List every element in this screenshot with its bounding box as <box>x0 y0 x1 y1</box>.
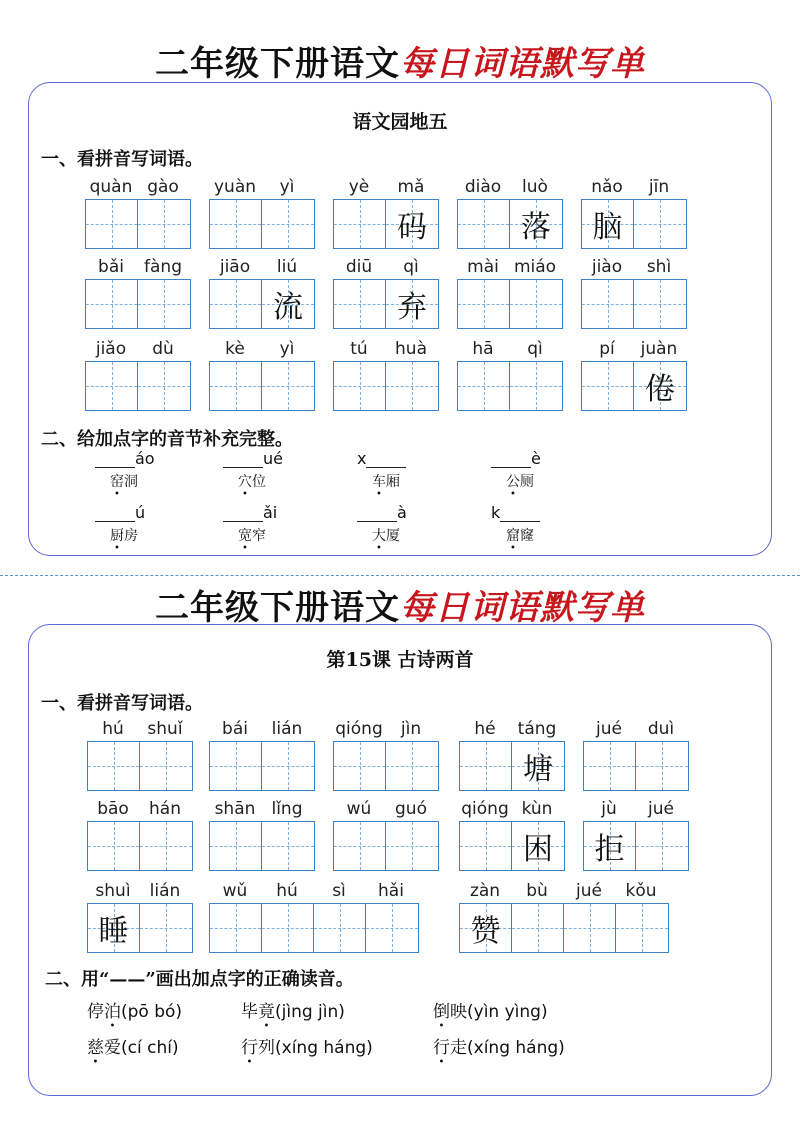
pinyin-syllable: fàng <box>144 257 182 277</box>
pinyin-row <box>333 339 437 361</box>
pinyin-syllable: nǎo <box>591 177 623 197</box>
pinyin-syllable: jīn <box>648 177 670 197</box>
tianzige-cell[interactable] <box>634 200 686 248</box>
cell-character: 落 <box>521 210 551 245</box>
tianzige-box-row <box>209 279 315 329</box>
cell-character: 困 <box>523 832 553 867</box>
pinyin-syllable: lián <box>149 881 181 901</box>
dotted-character: 宽 <box>238 528 252 544</box>
syllable-blank[interactable] <box>351 503 421 523</box>
tianzige-cell[interactable] <box>512 822 564 870</box>
pinyin-syllable: luò <box>522 177 548 197</box>
pinyin-syllable: yuàn <box>213 177 257 197</box>
cell-character: 流 <box>273 290 303 325</box>
tianzige-cell[interactable] <box>634 362 686 410</box>
pinyin-syllable: mài <box>467 257 499 277</box>
dotted-word <box>89 471 159 491</box>
pinyin-syllable: tú <box>350 339 368 359</box>
tianzige-box-row <box>209 821 315 871</box>
pinyin-syllable: miáo <box>513 257 557 277</box>
word-character: 厕 <box>520 474 534 490</box>
word-character: 洞 <box>124 474 138 490</box>
fill-item <box>217 503 287 545</box>
tianzige-box-row <box>87 741 193 791</box>
sheet1-subtitle: 语文园地五 <box>352 111 448 133</box>
tianzige-cell[interactable] <box>262 904 314 952</box>
pinyin-choices[interactable]: (xíng háng) <box>467 1038 565 1058</box>
pinyin-syllable: lián <box>271 719 303 739</box>
tianzige-cell[interactable] <box>564 904 616 952</box>
pinyin-syllable: duì <box>647 719 675 739</box>
tianzige-box-row <box>209 903 419 953</box>
tianzige-box-row <box>209 741 315 791</box>
pinyin-syllable: hā <box>472 339 494 359</box>
pinyin-choices[interactable]: (jìng jìn) <box>275 1002 345 1022</box>
tianzige-cell[interactable] <box>210 200 262 248</box>
syllable-blank[interactable] <box>485 449 555 469</box>
reading-item <box>433 997 548 1022</box>
word-character: 房 <box>124 528 138 544</box>
pinyin-row <box>581 257 685 279</box>
syllable-blank[interactable] <box>351 449 421 469</box>
syllable-given-final: ú <box>135 503 146 522</box>
tianzige-cell[interactable] <box>512 742 564 790</box>
sheet2-title-red: 每日词语默写单 <box>400 588 645 628</box>
dotted-character: 窑 <box>110 474 124 490</box>
dotted-character: 泊 <box>104 1002 121 1022</box>
tianzige-cell[interactable] <box>334 822 386 870</box>
pinyin-syllable: dù <box>152 339 174 359</box>
dotted-character: 倒 <box>433 1002 450 1022</box>
reading-item <box>433 1033 565 1058</box>
tianzige-cell[interactable] <box>210 280 262 328</box>
cell-character: 倦 <box>645 372 675 407</box>
word-character: 厢 <box>386 474 400 490</box>
pinyin-syllable: shuǐ <box>147 719 183 739</box>
tianzige-cell[interactable] <box>584 742 636 790</box>
pinyin-syllable: qì <box>403 257 419 277</box>
pinyin-row <box>581 339 685 361</box>
pinyin-row <box>87 719 191 741</box>
pinyin-syllable: quàn <box>89 177 133 197</box>
tianzige-cell[interactable] <box>262 200 314 248</box>
tianzige-cell[interactable] <box>460 904 512 952</box>
pinyin-syllable: liú <box>276 257 298 277</box>
tianzige-cell[interactable] <box>634 280 686 328</box>
pinyin-row <box>209 881 417 903</box>
tianzige-cell[interactable] <box>262 362 314 410</box>
reading-item <box>241 1033 373 1058</box>
tianzige-cell[interactable] <box>458 200 510 248</box>
pinyin-row <box>457 339 561 361</box>
tianzige-cell[interactable] <box>616 904 668 952</box>
sheet1-title-red: 每日词语默写单 <box>400 44 645 84</box>
pinyin-syllable: bāo <box>97 799 129 819</box>
tianzige-cell[interactable] <box>386 742 438 790</box>
tianzige-cell[interactable] <box>334 742 386 790</box>
tianzige-box-row <box>581 279 687 329</box>
dotted-word <box>351 471 421 491</box>
pinyin-syllable: hé <box>474 719 496 739</box>
pinyin-syllable: hú <box>102 719 124 739</box>
syllable-given-final: ué <box>263 449 283 468</box>
tianzige-cell[interactable] <box>210 904 262 952</box>
pinyin-choices[interactable]: (xíng háng) <box>275 1038 373 1058</box>
cell-character: 脑 <box>592 210 623 245</box>
tianzige-cell[interactable] <box>210 822 262 870</box>
pinyin-syllable: jué <box>596 719 622 739</box>
answer-line[interactable] <box>357 507 397 522</box>
answer-line[interactable] <box>223 507 263 522</box>
fill-item <box>89 503 159 545</box>
tianzige-cell[interactable] <box>458 362 510 410</box>
sheet2-section2-heading: 二、用“——”画出加点字的正确读音。 <box>45 969 354 990</box>
answer-line[interactable] <box>500 507 540 522</box>
tianzige-cell[interactable] <box>334 362 386 410</box>
pinyin-syllable: lǐng <box>271 799 303 819</box>
dotted-character: 窟 <box>506 528 520 544</box>
word-character: 走 <box>450 1038 467 1058</box>
dotted-character: 行 <box>241 1038 258 1058</box>
dotted-word <box>485 525 555 545</box>
syllable-given-final: ǎi <box>263 503 278 522</box>
tianzige-box-row <box>333 199 439 249</box>
word-character: 爱 <box>104 1038 121 1058</box>
pinyin-row <box>85 257 189 279</box>
reading-item <box>87 997 182 1022</box>
tianzige-cell[interactable] <box>582 280 634 328</box>
pinyin-syllable: yì <box>279 177 295 197</box>
tianzige-box-row <box>87 903 193 953</box>
dotted-word <box>485 471 555 491</box>
pinyin-syllable: kè <box>225 339 245 359</box>
tianzige-box-row <box>457 361 563 411</box>
pinyin-syllable: jué <box>576 881 602 901</box>
sheet1-panel <box>28 82 772 556</box>
sheet2-title-black: 二年级下册语文 <box>155 588 400 628</box>
pinyin-row <box>85 339 189 361</box>
pinyin-syllable: gào <box>147 177 179 197</box>
word-character: 毕 <box>241 1002 258 1022</box>
pinyin-row <box>333 719 437 741</box>
pinyin-syllable: qióng <box>461 799 509 819</box>
tianzige-cell[interactable] <box>138 200 190 248</box>
tianzige-cell[interactable] <box>86 200 138 248</box>
pinyin-row <box>87 799 191 821</box>
pinyin-syllable: kǒu <box>625 881 657 901</box>
dotted-character: 慈 <box>87 1038 104 1058</box>
answer-line[interactable] <box>95 453 135 468</box>
tianzige-cell[interactable] <box>86 280 138 328</box>
pinyin-syllable: wǔ <box>222 881 248 901</box>
syllable-blank[interactable] <box>485 503 555 523</box>
tianzige-cell[interactable] <box>210 362 262 410</box>
tianzige-box-row <box>459 821 565 871</box>
tianzige-box-row <box>459 741 565 791</box>
page-divider <box>0 575 800 576</box>
pinyin-syllable: bái <box>222 719 248 739</box>
tianzige-cell[interactable] <box>386 362 438 410</box>
dotted-word <box>351 525 421 545</box>
word-character: 窄 <box>252 528 266 544</box>
pinyin-row <box>209 339 313 361</box>
dotted-character: 大 <box>372 528 386 544</box>
tianzige-box-row <box>583 741 689 791</box>
pinyin-syllable: qióng <box>335 719 383 739</box>
tianzige-cell[interactable] <box>86 362 138 410</box>
pinyin-syllable: diū <box>345 257 373 277</box>
pinyin-row <box>333 257 437 279</box>
tianzige-box-row <box>333 821 439 871</box>
tianzige-cell[interactable] <box>510 200 562 248</box>
pinyin-row <box>333 799 437 821</box>
dotted-character: 厨 <box>110 528 124 544</box>
tianzige-cell[interactable] <box>138 280 190 328</box>
tianzige-box-row <box>333 741 439 791</box>
tianzige-cell[interactable] <box>366 904 418 952</box>
tianzige-box-row <box>581 199 687 249</box>
pinyin-syllable: jué <box>648 799 674 819</box>
pinyin-syllable: táng <box>517 719 557 739</box>
pinyin-row <box>87 881 191 903</box>
pinyin-row <box>209 799 313 821</box>
pinyin-syllable: bǎi <box>98 257 124 277</box>
tianzige-box-row <box>85 199 191 249</box>
dotted-character: 公 <box>506 474 520 490</box>
fill-item <box>351 449 421 491</box>
pinyin-syllable: shì <box>646 257 672 277</box>
pinyin-syllable: shuì <box>95 881 131 901</box>
word-character: 停 <box>87 1002 104 1022</box>
reading-item <box>241 997 345 1022</box>
pinyin-syllable: wú <box>346 799 372 819</box>
dotted-word <box>89 525 159 545</box>
cell-character: 码 <box>397 210 427 245</box>
tianzige-cell[interactable] <box>138 362 190 410</box>
sheet2-section1-heading: 一、看拼音写词语。 <box>41 693 203 714</box>
tianzige-cell[interactable] <box>582 362 634 410</box>
answer-line[interactable] <box>223 453 263 468</box>
sheet2-panel <box>28 624 772 1096</box>
tianzige-cell[interactable] <box>262 280 314 328</box>
pinyin-syllable: pí <box>599 339 615 359</box>
tianzige-cell[interactable] <box>140 742 192 790</box>
pinyin-syllable: sì <box>332 881 346 901</box>
cell-character: 拒 <box>594 832 625 867</box>
tianzige-cell[interactable] <box>386 822 438 870</box>
tianzige-cell[interactable] <box>636 822 688 870</box>
pinyin-syllable: jìn <box>400 719 422 739</box>
tianzige-box-row <box>457 279 563 329</box>
word-character: 列 <box>258 1038 275 1058</box>
pinyin-choices[interactable]: (yìn yìng) <box>467 1002 548 1022</box>
tianzige-box-row <box>333 361 439 411</box>
pinyin-syllable: hán <box>149 799 181 819</box>
tianzige-box-row <box>209 361 315 411</box>
word-character: 位 <box>252 474 266 490</box>
pinyin-row <box>85 177 189 199</box>
pinyin-syllable: jiāo <box>219 257 251 277</box>
pinyin-row <box>457 177 561 199</box>
tianzige-cell[interactable] <box>88 822 140 870</box>
cell-character: 睡 <box>98 914 129 949</box>
pinyin-syllable: hú <box>276 881 298 901</box>
fill-item <box>351 503 421 545</box>
tianzige-cell[interactable] <box>334 280 386 328</box>
answer-line[interactable] <box>366 453 406 468</box>
pinyin-syllable: juàn <box>640 339 678 359</box>
pinyin-syllable: yì <box>279 339 295 359</box>
pinyin-row <box>457 257 561 279</box>
syllable-given-final: è <box>531 449 541 468</box>
syllable-given-final: à <box>397 503 407 522</box>
pinyin-syllable: zàn <box>469 881 501 901</box>
tianzige-cell[interactable] <box>334 200 386 248</box>
pinyin-syllable: jiào <box>591 257 623 277</box>
pinyin-syllable: bù <box>526 881 548 901</box>
tianzige-cell[interactable] <box>584 822 636 870</box>
tianzige-cell[interactable] <box>210 742 262 790</box>
sheet1-section1-heading: 一、看拼音写词语。 <box>41 149 203 170</box>
reading-item <box>87 1033 179 1058</box>
pinyin-choices[interactable]: (pō bó) <box>121 1002 183 1022</box>
tianzige-cell[interactable] <box>140 822 192 870</box>
pinyin-row <box>459 881 667 903</box>
syllable-blank[interactable] <box>217 503 287 523</box>
pinyin-syllable: diào <box>464 177 502 197</box>
pinyin-syllable: mǎ <box>397 177 425 197</box>
tianzige-cell[interactable] <box>458 280 510 328</box>
tianzige-cell[interactable] <box>140 904 192 952</box>
tianzige-box-row <box>457 199 563 249</box>
word-character: 厦 <box>386 528 400 544</box>
tianzige-cell[interactable] <box>314 904 366 952</box>
syllable-blank[interactable] <box>89 449 159 469</box>
pinyin-syllable: hǎi <box>378 881 404 901</box>
tianzige-cell[interactable] <box>460 742 512 790</box>
tianzige-cell[interactable] <box>636 742 688 790</box>
tianzige-box-row <box>209 199 315 249</box>
sheet1-title-black: 二年级下册语文 <box>155 44 400 84</box>
tianzige-cell[interactable] <box>262 742 314 790</box>
tianzige-cell[interactable] <box>262 822 314 870</box>
tianzige-box-row <box>87 821 193 871</box>
sheet1-title <box>0 36 800 85</box>
cell-character: 赞 <box>470 914 501 949</box>
pinyin-syllable: jù <box>601 799 617 819</box>
pinyin-syllable: shān <box>214 799 256 819</box>
dotted-character: 车 <box>372 474 386 490</box>
tianzige-box-row <box>583 821 689 871</box>
sheet2-subtitle: 第15课 古诗两首 <box>326 649 474 671</box>
pinyin-row <box>209 257 313 279</box>
pinyin-syllable: kùn <box>521 799 553 819</box>
sheet1-section2-heading: 二、给加点字的音节补充完整。 <box>41 429 293 450</box>
dotted-character: 竟 <box>258 1002 275 1022</box>
tianzige-cell[interactable] <box>386 280 438 328</box>
pinyin-syllable: jiǎo <box>95 339 127 359</box>
syllable-blank[interactable] <box>217 449 287 469</box>
syllable-given-initial: k <box>491 503 501 522</box>
pinyin-syllable: qì <box>527 339 543 359</box>
tianzige-cell[interactable] <box>510 362 562 410</box>
pinyin-row <box>583 799 687 821</box>
pinyin-row <box>583 719 687 741</box>
tianzige-cell[interactable] <box>88 904 140 952</box>
pinyin-row <box>333 177 437 199</box>
tianzige-cell[interactable] <box>460 822 512 870</box>
syllable-blank[interactable] <box>89 503 159 523</box>
pinyin-syllable: huà <box>395 339 427 359</box>
tianzige-cell[interactable] <box>386 200 438 248</box>
dotted-word <box>217 525 287 545</box>
word-character: 窿 <box>520 528 534 544</box>
word-character: 映 <box>450 1002 467 1022</box>
fill-item <box>485 503 555 545</box>
syllable-given-final: áo <box>135 449 155 468</box>
tianzige-box-row <box>333 279 439 329</box>
cell-character: 弃 <box>397 290 427 325</box>
tianzige-box-row <box>459 903 669 953</box>
pinyin-row <box>459 799 563 821</box>
tianzige-cell[interactable] <box>512 904 564 952</box>
tianzige-box-row <box>85 361 191 411</box>
pinyin-syllable: yè <box>348 177 370 197</box>
dotted-character: 穴 <box>238 474 252 490</box>
fill-item <box>485 449 555 491</box>
tianzige-cell[interactable] <box>510 280 562 328</box>
pinyin-syllable: guó <box>395 799 427 819</box>
pinyin-row <box>581 177 685 199</box>
syllable-given-initial: x <box>357 449 367 468</box>
dotted-word <box>217 471 287 491</box>
pinyin-row <box>459 719 563 741</box>
tianzige-cell[interactable] <box>582 200 634 248</box>
sheet2-title <box>0 580 800 629</box>
answer-line[interactable] <box>95 507 135 522</box>
fill-item <box>217 449 287 491</box>
pinyin-choices[interactable]: (cí chí) <box>121 1038 179 1058</box>
answer-line[interactable] <box>491 453 531 468</box>
pinyin-row <box>209 719 313 741</box>
tianzige-box-row <box>581 361 687 411</box>
tianzige-cell[interactable] <box>88 742 140 790</box>
fill-item <box>89 449 159 491</box>
tianzige-box-row <box>85 279 191 329</box>
cell-character: 塘 <box>523 752 553 787</box>
dotted-character: 行 <box>433 1038 450 1058</box>
pinyin-row <box>209 177 313 199</box>
